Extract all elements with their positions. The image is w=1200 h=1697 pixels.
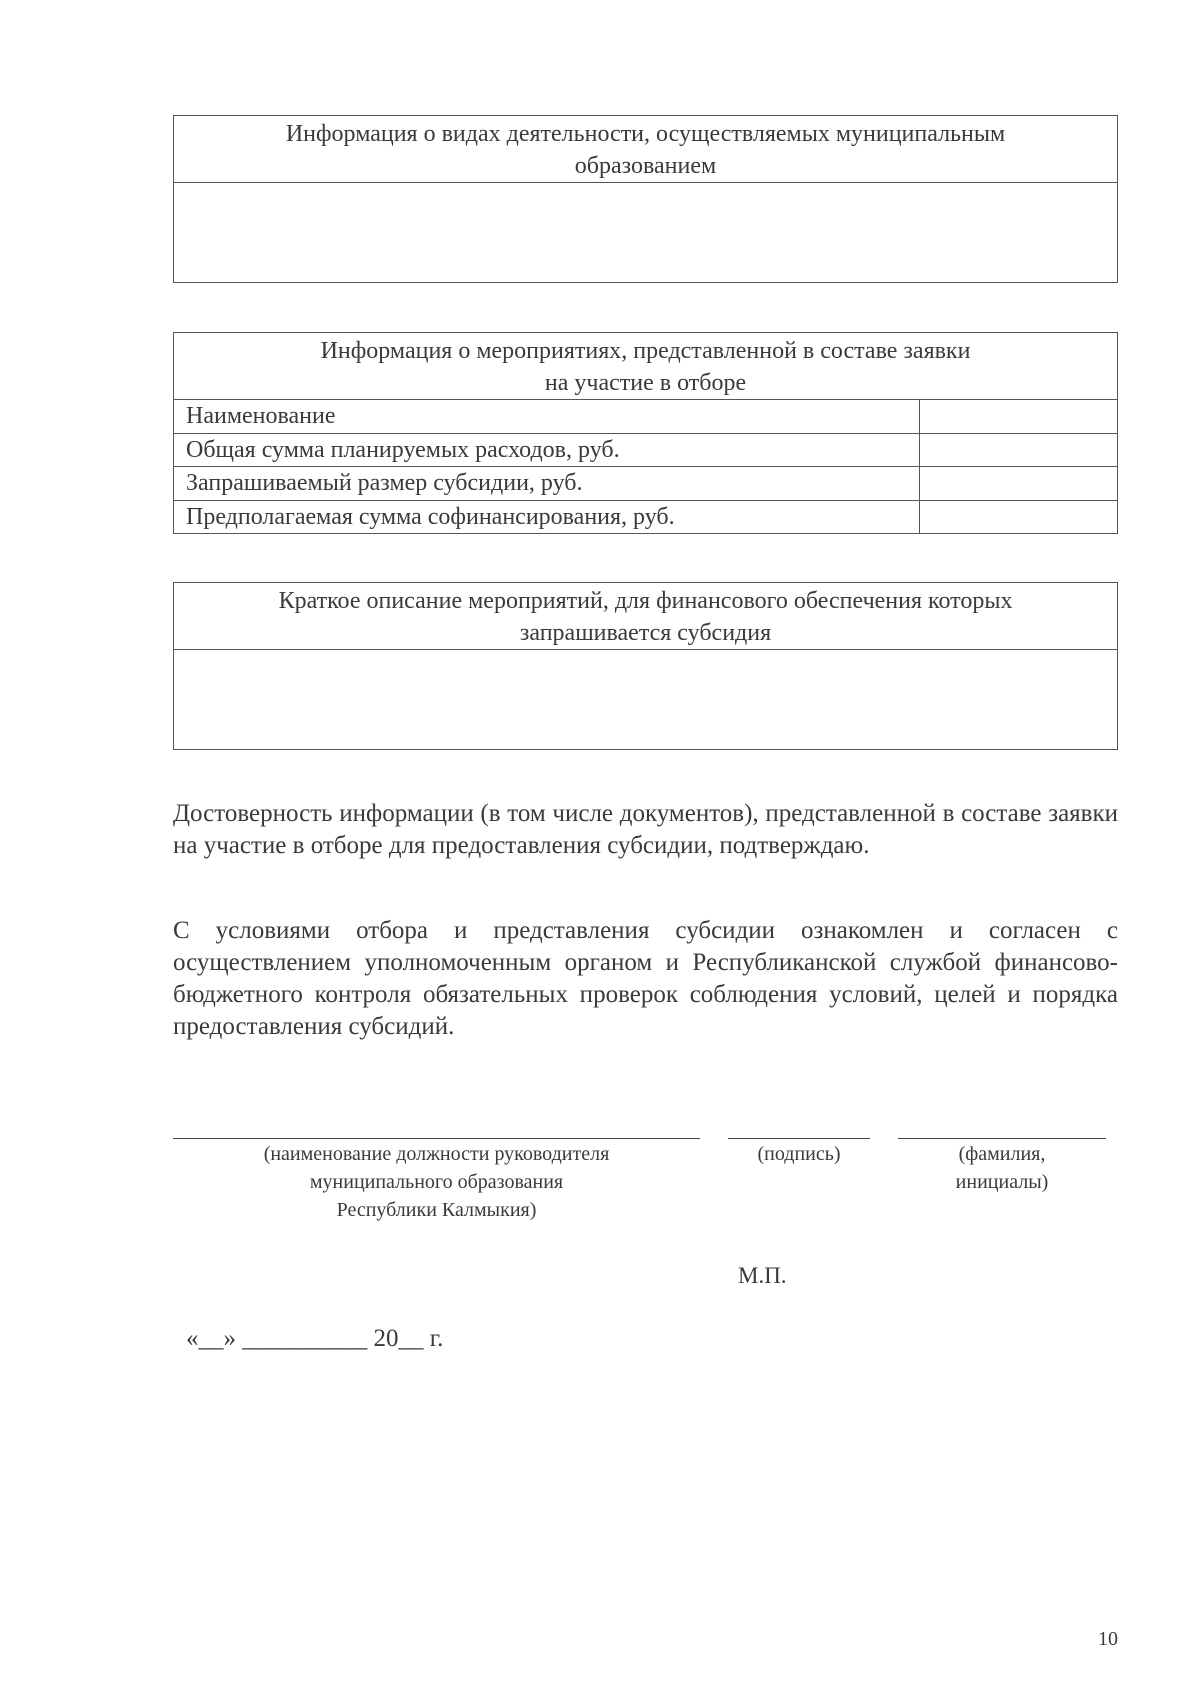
- name-caption-line1: (фамилия,: [958, 1143, 1046, 1165]
- name-caption-line2: инициалы): [955, 1171, 1049, 1193]
- events-info-title-line1: Информация о мероприятиях, представленной в составе заявки: [320, 338, 971, 364]
- stamp-placeholder: М.П.: [738, 1263, 787, 1288]
- position-caption-line2: муниципального образования: [309, 1171, 564, 1193]
- page-number: 10: [1098, 1628, 1118, 1650]
- row-label-total-expenses: Общая сумма планируемых расходов, руб.: [174, 434, 920, 467]
- signature-caption-text: (подпись): [757, 1143, 841, 1165]
- position-caption-line1: (наименование должности руководителя: [263, 1143, 610, 1165]
- activities-info-header: [174, 116, 1117, 183]
- position-signature-line[interactable]: [173, 1138, 700, 1139]
- name-signature-line[interactable]: [898, 1138, 1106, 1139]
- signature-caption: [728, 1140, 870, 1168]
- name-caption: [898, 1140, 1106, 1196]
- events-info-header: [174, 333, 1117, 400]
- signature-line[interactable]: [728, 1138, 870, 1139]
- consent-paragraph: С условиями отбора и представления субсидии ознакомлен и согласен с осуществлением уполномоченным органом и Республиканской службой финансово-бюджетного контроля обязательных проверок соблюдения условий, целей и порядка предоставления субсидий.: [173, 917, 1118, 1040]
- row-value-cofinancing[interactable]: [920, 501, 1117, 535]
- events-description-table: [173, 582, 1118, 750]
- reliability-confirmation-paragraph: Достоверность информации (в том числе документов), представленной в составе заявки на участие в отборе для предоставления субсидии, подтверждаю.: [173, 800, 1118, 859]
- events-description-header: [174, 583, 1117, 650]
- row-label-name: Наименование: [174, 400, 920, 433]
- events-info-table: [173, 332, 1118, 534]
- row-label-cofinancing: Предполагаемая сумма софинансирования, руб.: [174, 501, 920, 535]
- row-value-subsidy-amount[interactable]: [920, 467, 1117, 500]
- position-caption: [173, 1140, 700, 1224]
- events-info-title-line2: на участие в отборе: [544, 370, 747, 396]
- activities-info-title-line2: образованием: [574, 153, 717, 179]
- row-value-total-expenses[interactable]: [920, 434, 1117, 467]
- table-row: [174, 434, 1117, 468]
- position-caption-line3: Республики Калмыкия): [336, 1199, 537, 1221]
- table-row: [174, 467, 1117, 501]
- table-row: [174, 501, 1117, 535]
- activities-info-table: [173, 115, 1118, 283]
- table-row: [174, 400, 1117, 434]
- row-value-name[interactable]: [920, 400, 1117, 433]
- row-label-subsidy-amount: Запрашиваемый размер субсидии, руб.: [174, 467, 920, 500]
- date-field[interactable]: «__» __________ 20__ г.: [186, 1325, 444, 1352]
- events-description-title-line1: Краткое описание мероприятий, для финансового обеспечения которых: [278, 588, 1013, 614]
- activities-info-title-line1: Информация о видах деятельности, осуществляемых муниципальным: [285, 121, 1006, 147]
- events-description-title-line2: запрашивается субсидия: [519, 620, 772, 646]
